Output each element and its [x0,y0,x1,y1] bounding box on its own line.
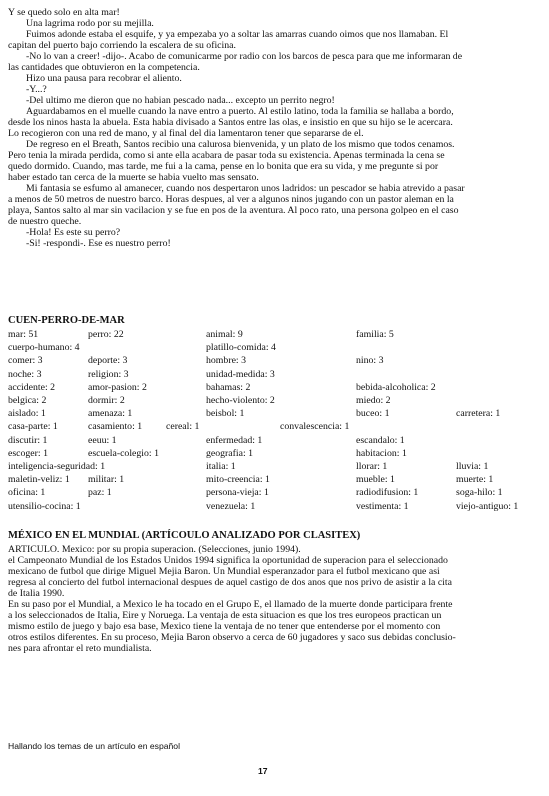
table-cell: bahamas: 2 [206,381,251,393]
table-cell: cereal: 1 [166,421,200,433]
story-line: Mi fantasia se esfumo al amanecer, cuando nos despertaron unos ladridos: un pescador se habia atrevido a pasar [26,183,465,194]
story-line: a menos de 50 metros de nuestro barco. Horas despues, al ver a algunos ninos jugando con un pastor aleman en la [8,194,454,205]
table-cell: belgica: 2 [8,395,47,406]
article-line: regresa al concierto del futbol internacional despues de aquel castigo de dos anos que nos privo de asistir a la cita [8,577,452,588]
page-footer: Hallando los temas de un artículo en español [8,741,180,751]
table-cell: buceo: 1 [356,408,390,420]
story-line: capitan del puerto bajo corriendo la escalera de su oficina. [8,40,236,51]
table-cell: inteligencia-seguridad: 1 [8,461,106,472]
story-line: Hizo una pausa para recobrar el aliento. [26,73,182,84]
table-cell: cuerpo-humano: 4 [8,342,80,354]
article-line: ARTICULO. Mexico: por su propia superacion. (Selecciones, junio 1994). [8,544,301,555]
table-cell: vestimenta: 1 [356,500,409,512]
table-cell: miedo: 2 [356,395,391,406]
article-line: a los seleccionados de Italia, Eire y Noruega. La ventaja de esta situacion es que los tres europeos practican un [8,610,442,621]
table-cell: escoger: 1 [8,447,48,459]
table-cell: militar: 1 [88,474,125,486]
table-cell: casamiento: 1 [88,421,143,433]
table-cell: accidente: 2 [8,381,56,393]
story-line: -Si! -respondi-. Ese es nuestro perro! [26,238,171,249]
story-line: playa, Santos salto al mar sin vacilacion y se fue en pos de la aventura. Al poco rato, una persona golpeo en el caso [8,205,459,216]
table-cell: utensilio-cocina: 1 [8,500,81,512]
article-line: otros estilos diferentes. En su proceso, Mejia Baron observo a cerca de 60 jugadores y saco sus debidas conclusio- [8,632,456,643]
table-cell: habitacion: 1 [356,447,407,459]
page-number: 17 [258,766,268,776]
article-line: mexicano de futbol que dirige Miguel Mejia Baron. Un Mundial esperanzador para el futbol mexicano que asi [8,566,440,577]
story-line: -Del ultimo me dieron que no habian pescado nada... excepto un perrito negro! [26,95,335,106]
table-cell: mar: 51 [8,329,39,340]
table-cell: persona-vieja: 1 [206,487,269,499]
table-cell: casa-parte: 1 [8,421,58,433]
table-cell: mito-creencia: 1 [206,474,270,486]
article-heading: MÉXICO EN EL MUNDIAL (ARTÍCOULO ANALIZADO POR CLASITEX) [8,530,361,541]
table-cell: discutir: 1 [8,434,48,446]
table-cell: noche: 3 [8,368,42,380]
table-cell: enfermedad: 1 [206,434,263,446]
story-line: las cantidades que obtuvieron en la competencia. [8,62,200,73]
table-cell: italia: 1 [206,461,236,472]
table-heading: CUEN-PERRO-DE-MAR [8,315,125,326]
table-cell: animal: 9 [206,329,243,340]
table-cell: mueble: 1 [356,474,395,486]
table-cell: comer: 3 [8,355,43,367]
table-cell: paz: 1 [88,487,112,499]
table-cell: geografia: 1 [206,447,254,459]
word-category-table [8,329,542,514]
story-line: desde los ninos hasta la abuela. Esta habia divisado a Santos entre las olas, e insistio en que su hijo se le acercara. [8,117,453,128]
table-cell: soga-hilo: 1 [456,487,503,499]
table-cell: carretera: 1 [456,408,501,420]
table-cell: venezuela: 1 [206,500,256,512]
table-cell: beisbol: 1 [206,408,245,420]
story-line: Lo recogieron con una red de mano, y al final del dia lamentaron tener que separarse de el. [8,128,364,139]
story-line: -Hola! Es este su perro? [26,227,121,238]
article-line: nes para afrontar el reto mundialista. [8,643,152,654]
story-text [8,7,542,249]
table-cell: convalescencia: 1 [280,421,350,433]
story-line: quedo dormido. Cuando, mas tarde, me fui a la cama, pense en lo bonita que era su vida, y me pregunte si por [8,161,439,172]
table-cell: familia: 5 [356,329,394,340]
article-line: el Campeonato Mundial de los Estados Unidos 1994 significa la oportunidad de superacion para el seleccionado [8,555,448,566]
article-text [8,544,542,654]
story-line: de nuestro queche. [8,216,82,227]
table-cell: viejo-antiguo: 1 [456,500,519,512]
story-line: -No lo van a creer! -dijo-. Acabo de comunicarme por radio con los barcos de pesca para que me informaran de [26,51,463,62]
table-cell: oficina: 1 [8,487,46,499]
table-cell: amor-pasion: 2 [88,381,147,393]
article-line: En su paso por el Mundial, a Mexico le ha tocado en el Grupo E, el llamado de la muerte donde participara frente [8,599,453,610]
table-cell: platillo-comida: 4 [206,342,276,354]
table-cell: dormir: 2 [88,395,125,406]
table-cell: aislado: 1 [8,408,46,420]
table-cell: hombre: 3 [206,355,246,367]
story-line: Pero tenia la mirada perdida, como si ante ella acabara de pasar toda su existencia. Apenas terminada la cena se [8,150,445,161]
story-line: haber estado tan cerca de la muerte se habia vuelto mas sensato. [8,172,259,183]
table-cell: lluvia: 1 [456,461,489,472]
table-cell: maletin-veliz: 1 [8,474,70,486]
table-cell: perro: 22 [88,329,124,340]
story-line: Fuimos adonde estaba el esquife, y ya empezaba yo a soltar las amarras cuando oimos que nos llamaban. El [26,29,449,40]
table-cell: escuela-colegio: 1 [88,447,159,459]
table-cell: nino: 3 [356,355,384,367]
table-cell: eeuu: 1 [88,434,117,446]
table-cell: deporte: 3 [88,355,128,367]
table-cell: amenaza: 1 [88,408,133,420]
table-cell: religion: 3 [88,368,129,380]
article-line: mismo estilo de juego y bajo esa base, Mexico tiene la ventaja de no tener que entenderse por el momento con [8,621,441,632]
story-line: Y se quedo solo en alta mar! [8,7,120,18]
table-cell: hecho-violento: 2 [206,395,275,406]
table-cell: llorar: 1 [356,461,388,472]
table-cell: muerte: 1 [456,474,494,486]
table-cell: radiodifusion: 1 [356,487,419,499]
table-cell: escandalo: 1 [356,434,405,446]
table-cell: unidad-medida: 3 [206,368,275,380]
story-line: Una lagrima rodo por su mejilla. [26,18,154,29]
story-line: Aguardabamos en el muelle cuando la nave entro a puerto. Al estilo latino, toda la familia se hallaba a bordo, [26,106,454,117]
table-cell: bebida-alcoholica: 2 [356,381,436,393]
article-line: de Italia 1990. [8,588,65,599]
story-line: De regreso en el Breath, Santos recibio una calurosa bienvenida, y un plato de los mismo que todos cenamos. [26,139,455,150]
story-line: -Y...? [26,84,47,95]
